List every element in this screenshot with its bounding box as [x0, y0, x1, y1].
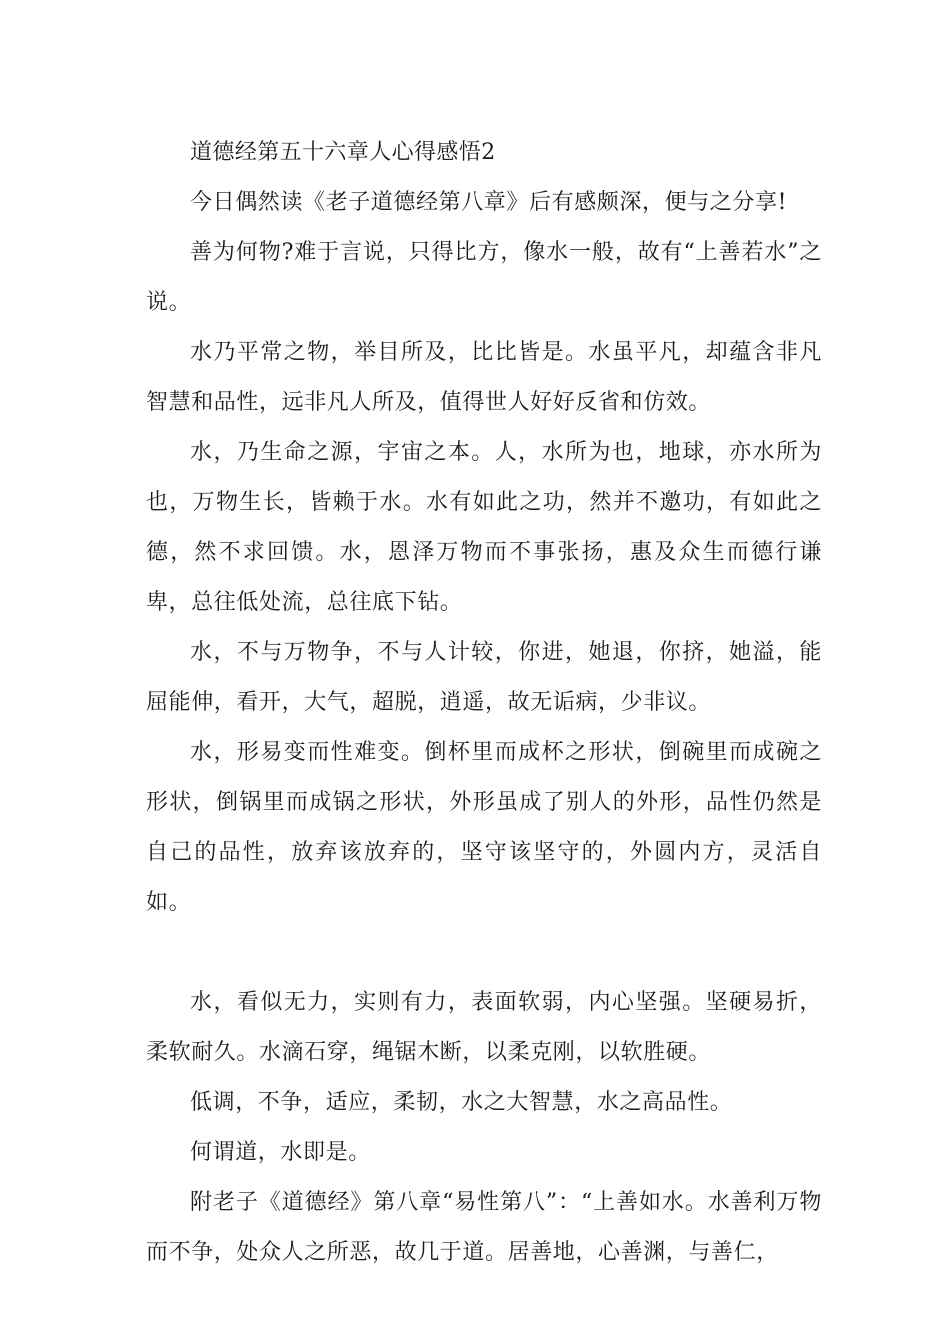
paragraph-water-strength: 水，看似无力，实则有力，表面软弱，内心坚强。坚硬易折，柔软耐久。水滴石穿，绳锯木断，以柔克刚，以软胜硬。 [146, 990, 822, 1065]
paragraph-gap [146, 928, 822, 978]
paragraph-water-no-contend: 水，不与万物争，不与人计较，你进，她退，你挤，她溢，能屈能伸，看开，大气，超脱，逍遥，故无诟病，少非议。 [146, 640, 822, 715]
paragraph-water-wisdom: 低调，不争，适应，柔韧，水之大智慧，水之高品性。 [190, 1090, 733, 1115]
document-title: 道德经第五十六章人心得感悟2 [190, 140, 496, 165]
paragraph-appendix: 附老子《道德经》第八章“易性第八”：“上善如水。水善利万物而不争，处众人之所恶，故几于道。居善地，心善渊，与善仁， [146, 1190, 822, 1265]
paragraph-water-ordinary: 水乃平常之物，举目所及，比比皆是。水虽平凡，却蕴含非凡智慧和品性，远非凡人所及，值得世人好好反省和仿效。 [146, 340, 822, 415]
document-body [146, 128, 822, 1278]
paragraph-what-is-good: 善为何物?难于言说，只得比方，像水一般，故有“上善若水”之说。 [146, 240, 822, 315]
paragraph-intro: 今日偶然读《老子道德经第八章》后有感颇深，便与之分享! [190, 190, 788, 215]
paragraph-water-source: 水，乃生命之源，宇宙之本。人，水所为也，地球，亦水所为也，万物生长，皆赖于水。水有如此之功，然并不邀功，有如此之德，然不求回馈。水，恩泽万物而不事张扬，惠及众生而德行谦卑，总往低处流，总往底下钻。 [146, 440, 822, 615]
paragraph-what-is-dao: 何谓道，水即是。 [190, 1140, 371, 1165]
paragraph-water-shape: 水，形易变而性难变。倒杯里而成杯之形状，倒碗里而成碗之形状，倒锅里而成锅之形状，外形虽成了别人的外形，品性仍然是自己的品性，放弃该放弃的，坚守该坚守的，外圆内方，灵活自如。 [146, 740, 822, 915]
